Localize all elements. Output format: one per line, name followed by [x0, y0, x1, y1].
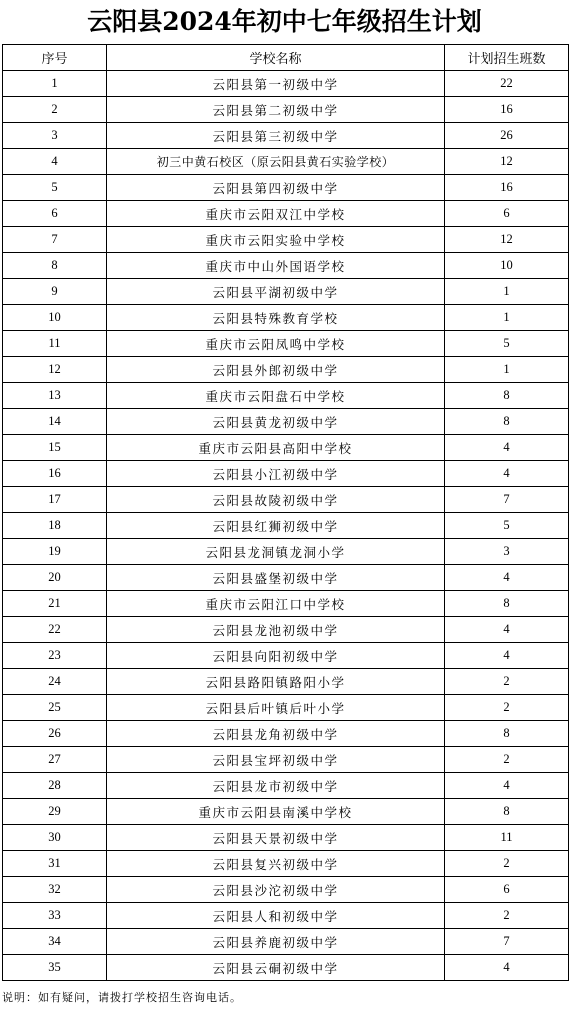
- table-row: [3, 409, 569, 435]
- planned-classes-cell: 4: [445, 565, 569, 591]
- planned-classes-cell: 3: [445, 539, 569, 565]
- serial-number-cell: 28: [3, 773, 107, 799]
- school-name-cell: 云阳县红狮初级中学: [107, 513, 445, 539]
- school-name-cell: 重庆市云阳双江中学校: [107, 201, 445, 227]
- school-name-cell: 云阳县特殊教育学校: [107, 305, 445, 331]
- table-row: [3, 227, 569, 253]
- serial-number-cell: 3: [3, 123, 107, 149]
- table-row: [3, 721, 569, 747]
- school-name-cell: 云阳县云硐初级中学: [107, 955, 445, 981]
- serial-number-cell: 12: [3, 357, 107, 383]
- table-row: [3, 695, 569, 721]
- table-row: [3, 253, 569, 279]
- planned-classes-cell: 2: [445, 903, 569, 929]
- school-name-cell: 云阳县第三初级中学: [107, 123, 445, 149]
- serial-number-cell: 9: [3, 279, 107, 305]
- planned-classes-cell: 11: [445, 825, 569, 851]
- planned-classes-cell: 2: [445, 851, 569, 877]
- serial-number-cell: 34: [3, 929, 107, 955]
- table-row: [3, 71, 569, 97]
- table-row: [3, 903, 569, 929]
- school-name-cell: 重庆市云阳凤鸣中学校: [107, 331, 445, 357]
- serial-number-cell: 24: [3, 669, 107, 695]
- table-row: [3, 539, 569, 565]
- table-row: [3, 383, 569, 409]
- school-name-cell: 云阳县盛堡初级中学: [107, 565, 445, 591]
- planned-classes-cell: 4: [445, 955, 569, 981]
- planned-classes-cell: 8: [445, 409, 569, 435]
- serial-number-cell: 17: [3, 487, 107, 513]
- footnote: 说明：如有疑问，请拨打学校招生咨询电话。: [2, 991, 242, 1004]
- serial-number-cell: 29: [3, 799, 107, 825]
- serial-number-cell: 25: [3, 695, 107, 721]
- table-row: [3, 461, 569, 487]
- table-row: [3, 877, 569, 903]
- serial-number-cell: 6: [3, 201, 107, 227]
- serial-number-cell: 23: [3, 643, 107, 669]
- serial-number-cell: 8: [3, 253, 107, 279]
- table-row: [3, 669, 569, 695]
- table-row: [3, 747, 569, 773]
- school-name-cell: 重庆市云阳县南溪中学校: [107, 799, 445, 825]
- school-name-cell: 重庆市中山外国语学校: [107, 253, 445, 279]
- planned-classes-cell: 2: [445, 747, 569, 773]
- planned-classes-cell: 6: [445, 201, 569, 227]
- planned-classes-cell: 26: [445, 123, 569, 149]
- page-title: 云阳县2024年初中七年级招生计划: [87, 7, 482, 36]
- table-row: [3, 643, 569, 669]
- planned-classes-cell: 16: [445, 97, 569, 123]
- table-row: [3, 565, 569, 591]
- header-planned-classes: 计划招生班数: [445, 45, 569, 71]
- table-row: [3, 123, 569, 149]
- planned-classes-cell: 8: [445, 721, 569, 747]
- school-name-cell: 重庆市云阳县高阳中学校: [107, 435, 445, 461]
- table-row: [3, 305, 569, 331]
- planned-classes-cell: 4: [445, 435, 569, 461]
- school-name-cell: 云阳县复兴初级中学: [107, 851, 445, 877]
- serial-number-cell: 13: [3, 383, 107, 409]
- planned-classes-cell: 5: [445, 513, 569, 539]
- planned-classes-cell: 10: [445, 253, 569, 279]
- school-name-cell: 云阳县故陵初级中学: [107, 487, 445, 513]
- school-name-cell: 初三中黄石校区（原云阳县黄石实验学校）: [107, 149, 445, 175]
- serial-number-cell: 5: [3, 175, 107, 201]
- school-name-cell: 云阳县宝坪初级中学: [107, 747, 445, 773]
- table-row: [3, 201, 569, 227]
- planned-classes-cell: 2: [445, 669, 569, 695]
- serial-number-cell: 21: [3, 591, 107, 617]
- serial-number-cell: 35: [3, 955, 107, 981]
- serial-number-cell: 32: [3, 877, 107, 903]
- table-row: [3, 97, 569, 123]
- serial-number-cell: 19: [3, 539, 107, 565]
- header-school-name: 学校名称: [107, 45, 445, 71]
- table-row: [3, 929, 569, 955]
- table-row: [3, 825, 569, 851]
- planned-classes-cell: 4: [445, 461, 569, 487]
- planned-classes-cell: 4: [445, 617, 569, 643]
- serial-number-cell: 15: [3, 435, 107, 461]
- table-header-row: [3, 45, 569, 71]
- school-name-cell: 云阳县龙洞镇龙洞小学: [107, 539, 445, 565]
- planned-classes-cell: 12: [445, 227, 569, 253]
- planned-classes-cell: 7: [445, 487, 569, 513]
- school-name-cell: 云阳县小江初级中学: [107, 461, 445, 487]
- serial-number-cell: 7: [3, 227, 107, 253]
- table-body: [3, 71, 569, 981]
- planned-classes-cell: 4: [445, 773, 569, 799]
- planned-classes-cell: 8: [445, 591, 569, 617]
- serial-number-cell: 18: [3, 513, 107, 539]
- planned-classes-cell: 6: [445, 877, 569, 903]
- school-name-cell: 云阳县养鹿初级中学: [107, 929, 445, 955]
- serial-number-cell: 33: [3, 903, 107, 929]
- school-name-cell: 云阳县第一初级中学: [107, 71, 445, 97]
- planned-classes-cell: 8: [445, 383, 569, 409]
- school-name-cell: 重庆市云阳江口中学校: [107, 591, 445, 617]
- planned-classes-cell: 7: [445, 929, 569, 955]
- serial-number-cell: 4: [3, 149, 107, 175]
- table-row: [3, 851, 569, 877]
- table-row: [3, 279, 569, 305]
- school-name-cell: 重庆市云阳实验中学校: [107, 227, 445, 253]
- table-row: [3, 513, 569, 539]
- serial-number-cell: 30: [3, 825, 107, 851]
- school-name-cell: 云阳县龙市初级中学: [107, 773, 445, 799]
- planned-classes-cell: 8: [445, 799, 569, 825]
- school-name-cell: 云阳县天景初级中学: [107, 825, 445, 851]
- planned-classes-cell: 1: [445, 357, 569, 383]
- table-row: [3, 357, 569, 383]
- table-row: [3, 331, 569, 357]
- school-name-cell: 云阳县第四初级中学: [107, 175, 445, 201]
- school-name-cell: 云阳县人和初级中学: [107, 903, 445, 929]
- serial-number-cell: 27: [3, 747, 107, 773]
- school-name-cell: 云阳县沙沱初级中学: [107, 877, 445, 903]
- planned-classes-cell: 1: [445, 305, 569, 331]
- school-name-cell: 云阳县龙角初级中学: [107, 721, 445, 747]
- school-name-cell: 重庆市云阳盘石中学校: [107, 383, 445, 409]
- serial-number-cell: 11: [3, 331, 107, 357]
- table-row: [3, 617, 569, 643]
- planned-classes-cell: 2: [445, 695, 569, 721]
- school-name-cell: 云阳县外郎初级中学: [107, 357, 445, 383]
- header-serial-number: 序号: [3, 45, 107, 71]
- school-name-cell: 云阳县龙池初级中学: [107, 617, 445, 643]
- school-name-cell: 云阳县第二初级中学: [107, 97, 445, 123]
- table-row: [3, 175, 569, 201]
- planned-classes-cell: 5: [445, 331, 569, 357]
- serial-number-cell: 10: [3, 305, 107, 331]
- planned-classes-cell: 12: [445, 149, 569, 175]
- table-row: [3, 591, 569, 617]
- serial-number-cell: 20: [3, 565, 107, 591]
- serial-number-cell: 31: [3, 851, 107, 877]
- enrollment-plan-table: [2, 44, 569, 981]
- table-row: [3, 435, 569, 461]
- school-name-cell: 云阳县平湖初级中学: [107, 279, 445, 305]
- table-row: [3, 149, 569, 175]
- table-row: [3, 799, 569, 825]
- planned-classes-cell: 1: [445, 279, 569, 305]
- planned-classes-cell: 16: [445, 175, 569, 201]
- school-name-cell: 云阳县后叶镇后叶小学: [107, 695, 445, 721]
- school-name-cell: 云阳县黄龙初级中学: [107, 409, 445, 435]
- planned-classes-cell: 22: [445, 71, 569, 97]
- serial-number-cell: 2: [3, 97, 107, 123]
- table-row: [3, 773, 569, 799]
- serial-number-cell: 1: [3, 71, 107, 97]
- school-name-cell: 云阳县路阳镇路阳小学: [107, 669, 445, 695]
- school-name-cell: 云阳县向阳初级中学: [107, 643, 445, 669]
- serial-number-cell: 26: [3, 721, 107, 747]
- planned-classes-cell: 4: [445, 643, 569, 669]
- table-row: [3, 487, 569, 513]
- serial-number-cell: 16: [3, 461, 107, 487]
- table-row: [3, 955, 569, 981]
- serial-number-cell: 14: [3, 409, 107, 435]
- serial-number-cell: 22: [3, 617, 107, 643]
